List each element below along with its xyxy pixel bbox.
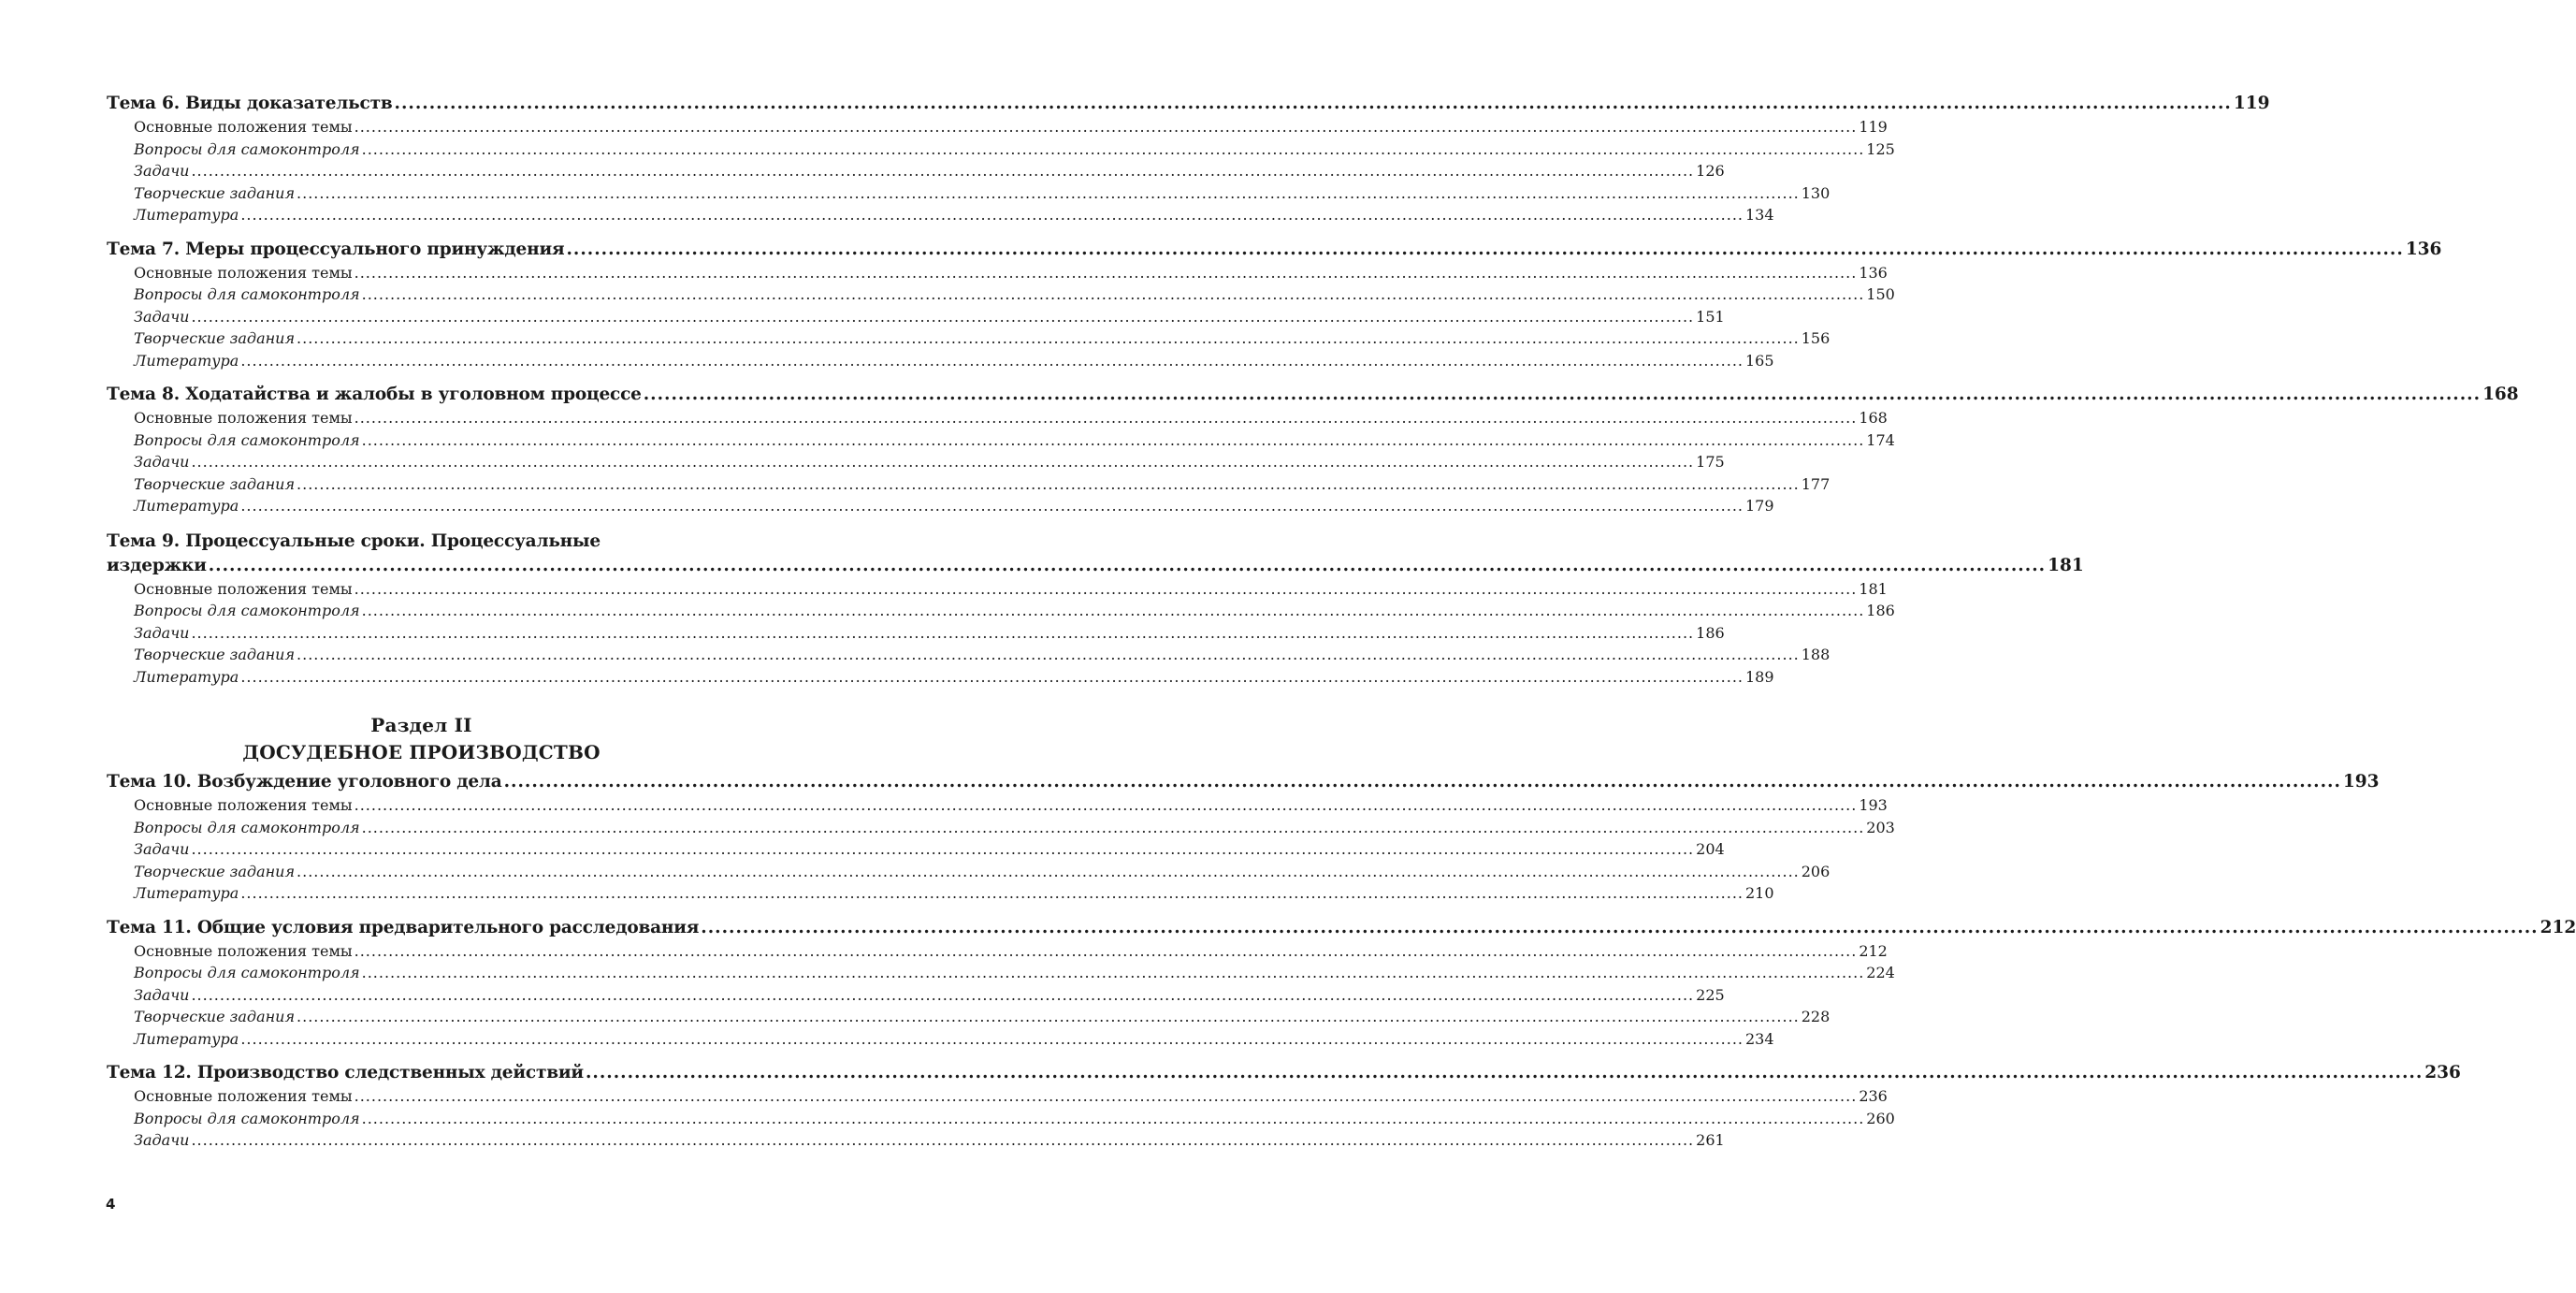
toc-subitem-title: Литература xyxy=(134,1029,239,1048)
toc-subitem[interactable] xyxy=(107,429,1895,452)
toc-page-number: 156 xyxy=(1801,329,1831,347)
toc-subitem[interactable] xyxy=(107,451,1725,473)
leader-dots xyxy=(191,160,1694,182)
toc-subitem[interactable] xyxy=(107,1006,1831,1028)
toc-subitem[interactable] xyxy=(107,861,1831,883)
leader-dots xyxy=(240,204,1744,226)
leader-dots xyxy=(191,838,1694,861)
toc-page-number: 174 xyxy=(1866,430,1895,449)
toc-page-number: 168 xyxy=(1859,409,1888,427)
toc-subitem[interactable] xyxy=(107,962,1895,984)
toc-page-number: 125 xyxy=(1866,139,1895,158)
toc-subitem[interactable] xyxy=(107,473,1831,496)
leader-dots xyxy=(701,916,2538,940)
toc-page-number: 193 xyxy=(1859,796,1888,814)
toc-page-number: 126 xyxy=(1696,162,1725,180)
leader-dots xyxy=(240,495,1744,517)
leader-dots xyxy=(297,182,1800,205)
toc-page-number: 236 xyxy=(2424,1063,2461,1082)
toc-subitem[interactable] xyxy=(107,817,1895,839)
toc-subitem[interactable] xyxy=(107,138,1895,161)
toc-subitem[interactable] xyxy=(107,160,1725,182)
toc-subitem[interactable] xyxy=(107,882,1774,905)
toc-subitem-title: Творческие задания xyxy=(134,183,296,202)
toc-subitem[interactable] xyxy=(107,622,1725,645)
toc-subitem-title: Задачи xyxy=(134,162,190,180)
toc-subitem-title: Задачи xyxy=(134,623,190,642)
toc-subitem[interactable] xyxy=(107,578,1888,601)
leader-dots xyxy=(191,306,1694,328)
toc-subitem-title: Основные положения темы xyxy=(134,796,353,814)
toc-page-number: 206 xyxy=(1801,862,1831,880)
leader-dots xyxy=(240,1028,1744,1051)
leader-dots xyxy=(355,1085,1858,1108)
leader-dots xyxy=(355,262,1858,284)
section-name: ДОСУДЕБНОЕ ПРОИЗВОДСТВО xyxy=(242,741,601,763)
toc-theme-title: Тема 12. Производство следственных действий xyxy=(107,1063,584,1082)
leader-dots xyxy=(362,283,1865,306)
toc-subitem[interactable] xyxy=(107,644,1831,666)
toc-subitem[interactable] xyxy=(107,600,1895,622)
leader-dots xyxy=(209,554,2046,578)
leader-dots xyxy=(362,429,1865,452)
toc-theme-title: издержки xyxy=(107,555,207,575)
toc-page-number: 119 xyxy=(2233,94,2270,113)
leader-dots xyxy=(355,116,1858,138)
toc-page-number: 189 xyxy=(1745,667,1774,686)
toc-subitem-title: Задачи xyxy=(134,453,190,471)
toc-page-number: 134 xyxy=(1745,206,1774,224)
leader-dots xyxy=(504,770,2341,794)
toc-subitem-title: Творческие задания xyxy=(134,646,296,663)
toc-page-number: 151 xyxy=(1696,307,1725,326)
leader-dots xyxy=(191,451,1694,473)
toc-page-number: 204 xyxy=(1696,840,1725,858)
toc-page-number: 168 xyxy=(2482,385,2519,404)
toc-subitem-title: Литература xyxy=(134,206,239,224)
leader-dots xyxy=(297,861,1800,883)
toc-subitem[interactable] xyxy=(107,1028,1774,1051)
toc-subitem[interactable] xyxy=(107,838,1725,861)
toc-subitem-title: Литература xyxy=(134,497,239,515)
toc-page-number: 181 xyxy=(1859,579,1888,598)
toc-subitem[interactable] xyxy=(107,182,1831,205)
leader-dots xyxy=(240,882,1744,905)
leader-dots xyxy=(362,1108,1865,1130)
toc-subitem-title: Задачи xyxy=(134,840,190,858)
toc-subitem-title: Вопросы для самоконтроля xyxy=(134,139,360,158)
toc-theme-title: Тема 10. Возбуждение уголовного дела xyxy=(107,772,502,792)
leader-dots xyxy=(297,1006,1800,1028)
section-number: Раздел II xyxy=(370,714,472,736)
toc-subitem[interactable] xyxy=(107,327,1831,350)
leader-dots xyxy=(191,1129,1694,1152)
toc-subitem-title: Основные положения темы xyxy=(134,941,353,960)
leader-dots xyxy=(191,984,1694,1007)
toc-subitem-title: Вопросы для самоконтроля xyxy=(134,430,360,449)
leader-dots xyxy=(355,407,1858,429)
leader-dots xyxy=(566,238,2403,262)
toc-subitem-title: Творческие задания xyxy=(134,862,296,880)
toc-theme-title: Тема 11. Общие условия предварительного расследования xyxy=(107,917,700,937)
toc-page-number: 186 xyxy=(1696,623,1725,642)
toc-subitem-title: Задачи xyxy=(134,985,190,1004)
leader-dots xyxy=(297,473,1800,496)
toc-page-number: 228 xyxy=(1801,1008,1831,1025)
toc-subitem-title: Вопросы для самоконтроля xyxy=(134,602,360,619)
toc-page-number: 186 xyxy=(1866,602,1895,619)
toc-subitem-title: Литература xyxy=(134,884,239,902)
leader-dots xyxy=(355,578,1858,601)
toc-subitem[interactable] xyxy=(107,116,1888,138)
toc-page-number: 234 xyxy=(1745,1029,1774,1048)
toc-theme-title: Тема 7. Меры процессуального принуждения xyxy=(107,239,565,259)
leader-dots xyxy=(644,383,2481,407)
toc-subitem[interactable] xyxy=(107,1129,1725,1152)
toc-page-number: 193 xyxy=(2342,772,2380,792)
toc-subitem-title: Основные положения темы xyxy=(134,118,353,136)
toc-theme-9-title-line1[interactable]: Тема 9. Процессуальные сроки. Процессуальные xyxy=(107,530,601,551)
toc-subitem[interactable] xyxy=(107,940,1888,963)
toc-theme-title: Тема 6. Виды доказательств xyxy=(107,94,393,113)
toc-subitem-title: Основные положения темы xyxy=(134,263,353,282)
leader-dots xyxy=(355,940,1858,963)
toc-subitem[interactable] xyxy=(107,666,1774,689)
toc-subitem-title: Основные положения темы xyxy=(134,579,353,598)
toc-subitem[interactable] xyxy=(107,306,1725,328)
leader-dots xyxy=(355,794,1858,817)
toc-subitem-title: Вопросы для самоконтроля xyxy=(134,1109,360,1127)
toc-subitem[interactable] xyxy=(107,262,1888,284)
toc-theme-11[interactable] xyxy=(107,916,2576,940)
toc-theme-10[interactable] xyxy=(107,770,2380,794)
leader-dots xyxy=(362,138,1865,161)
toc-page-number: 181 xyxy=(2048,555,2084,575)
leader-dots xyxy=(191,622,1694,645)
toc-subitem[interactable] xyxy=(107,283,1895,306)
toc-page-number: 130 xyxy=(1801,183,1831,202)
toc-theme-7[interactable] xyxy=(107,238,2442,262)
leader-dots xyxy=(297,644,1800,666)
toc-subitem-title: Задачи xyxy=(134,307,190,326)
toc-subitem-title: Литература xyxy=(134,351,239,370)
page-number: 4 xyxy=(106,1196,116,1213)
leader-dots xyxy=(362,962,1865,984)
section-heading xyxy=(107,712,736,766)
toc-page-number: 150 xyxy=(1866,285,1895,303)
toc-subitem-title: Задачи xyxy=(134,1131,190,1149)
toc-theme-6[interactable] xyxy=(107,92,2270,116)
toc-subitem[interactable] xyxy=(107,204,1774,226)
toc-subitem[interactable] xyxy=(107,1085,1888,1108)
leader-dots xyxy=(586,1061,2423,1085)
leader-dots xyxy=(240,666,1744,689)
toc-theme-8[interactable] xyxy=(107,383,2519,407)
toc-page-number: 136 xyxy=(2405,239,2442,259)
leader-dots xyxy=(362,600,1865,622)
toc-page-number: 225 xyxy=(1696,985,1725,1004)
toc-page-number: 260 xyxy=(1866,1109,1895,1127)
toc-page-number: 188 xyxy=(1801,646,1831,663)
toc-page-number: 177 xyxy=(1801,474,1831,493)
toc-theme-title: Тема 8. Ходатайства и жалобы в уголовном процессе xyxy=(107,385,642,404)
toc-subitem[interactable] xyxy=(107,407,1888,429)
toc-page-number: 236 xyxy=(1859,1087,1888,1105)
toc-subitem-title: Творческие задания xyxy=(134,1008,296,1025)
toc-subitem[interactable] xyxy=(107,495,1774,517)
toc-subitem-title: Основные положения темы xyxy=(134,1087,353,1105)
toc-page-number: 165 xyxy=(1745,351,1774,370)
toc-page-number: 210 xyxy=(1745,884,1774,902)
toc-page-number: 119 xyxy=(1859,118,1888,136)
toc-page-number: 136 xyxy=(1859,263,1888,282)
leader-dots xyxy=(240,350,1744,372)
toc-subitem[interactable] xyxy=(107,1108,1895,1130)
toc-page-number: 212 xyxy=(1859,941,1888,960)
toc-subitem[interactable] xyxy=(107,984,1725,1007)
toc-subitem-title: Творческие задания xyxy=(134,329,296,347)
toc-subitem-title: Вопросы для самоконтроля xyxy=(134,285,360,303)
toc-page-number: 224 xyxy=(1866,964,1895,981)
toc-subitem-title: Творческие задания xyxy=(134,474,296,493)
table-of-contents xyxy=(107,92,2576,1152)
toc-theme-9[interactable] xyxy=(107,554,2084,578)
leader-dots xyxy=(362,817,1865,839)
toc-page-number: 179 xyxy=(1745,497,1774,515)
toc-subitem-title: Вопросы для самоконтроля xyxy=(134,818,360,836)
toc-subitem[interactable] xyxy=(107,350,1774,372)
toc-page-number: 175 xyxy=(1696,453,1725,471)
toc-page-number: 261 xyxy=(1696,1131,1725,1149)
toc-page-number: 203 xyxy=(1866,818,1895,836)
toc-subitem[interactable] xyxy=(107,794,1888,817)
leader-dots xyxy=(395,92,2232,116)
toc-subitem-title: Вопросы для самоконтроля xyxy=(134,964,360,981)
toc-page-number: 212 xyxy=(2540,917,2576,937)
leader-dots xyxy=(297,327,1800,350)
toc-subitem-title: Литература xyxy=(134,667,239,686)
toc-theme-12[interactable] xyxy=(107,1061,2461,1085)
toc-subitem-title: Основные положения темы xyxy=(134,409,353,427)
